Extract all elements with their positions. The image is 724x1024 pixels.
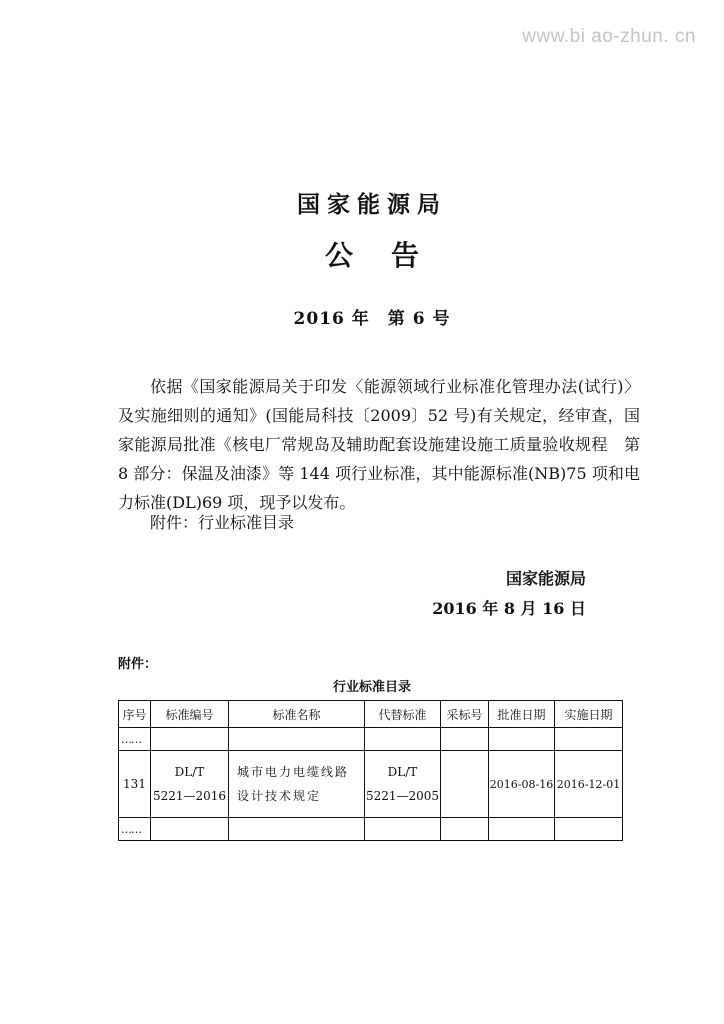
watermark-text: www.bi ao-zhun. cn <box>522 26 696 47</box>
col-header-code: 标准编号 <box>151 701 229 728</box>
cell-replaced <box>365 751 441 818</box>
ellipsis-cell: …… <box>119 818 151 841</box>
cell-code <box>151 751 229 818</box>
signature-date: 2016 年 8 月 16 日 <box>432 599 586 618</box>
cell-code-line1: DL/T <box>174 765 205 779</box>
table-row <box>119 728 623 751</box>
ellipsis-cell: …… <box>119 728 151 751</box>
issuer-title: 国家能源局 <box>297 192 447 218</box>
announcement-heading: 公告 <box>324 239 457 272</box>
cell-adopted <box>441 751 489 818</box>
cell-name-line2: 设计技术规定 <box>237 789 322 803</box>
cell-name <box>229 751 365 818</box>
col-header-effective-date: 实施日期 <box>555 701 623 728</box>
attachment-label: 附件： <box>118 657 158 672</box>
col-header-replaced: 代替标准 <box>365 701 441 728</box>
cell-no: 131 <box>119 751 151 818</box>
document-number: 2016 年 第 6 号 <box>293 309 451 329</box>
table-row <box>119 751 623 818</box>
cell-name-line1: 城市电力电缆线路 <box>237 765 350 779</box>
cell-approve-date: 2016-08-16 <box>489 751 555 818</box>
col-header-no: 序号 <box>119 701 151 728</box>
attachment-reference: 附件：行业标准目录 <box>150 513 295 532</box>
signature-organization: 国家能源局 <box>505 569 586 588</box>
standards-table <box>118 700 623 841</box>
table-header-row <box>119 701 623 728</box>
col-header-adopted: 采标号 <box>441 701 489 728</box>
col-header-name: 标准名称 <box>229 701 365 728</box>
cell-code-line2: 5221—2016 <box>152 789 227 803</box>
announcement-body: 依据《国家能源局关于印发〈能源领域行业标准化管理办法(试行)〉及实施细则的通知》(国能局科技〔2009〕52 号)有关规定，经审查，国家能源局批准《核电厂常规岛及辅助配套设施建设施工质量验收规程 第 8 部分：保温及油漆》等 144 项行业标准，其中能源标准(NB)75 项和电力标准(DL)69 项，现予以发布。 <box>118 377 640 512</box>
cell-replaced-line1: DL/T <box>387 765 418 779</box>
table-title: 行业标准目录 <box>332 680 411 695</box>
cell-effective-date: 2016-12-01 <box>555 751 623 818</box>
cell-replaced-line2: 5221—2005 <box>365 789 440 803</box>
table-row <box>119 818 623 841</box>
col-header-approve-date: 批准日期 <box>489 701 555 728</box>
